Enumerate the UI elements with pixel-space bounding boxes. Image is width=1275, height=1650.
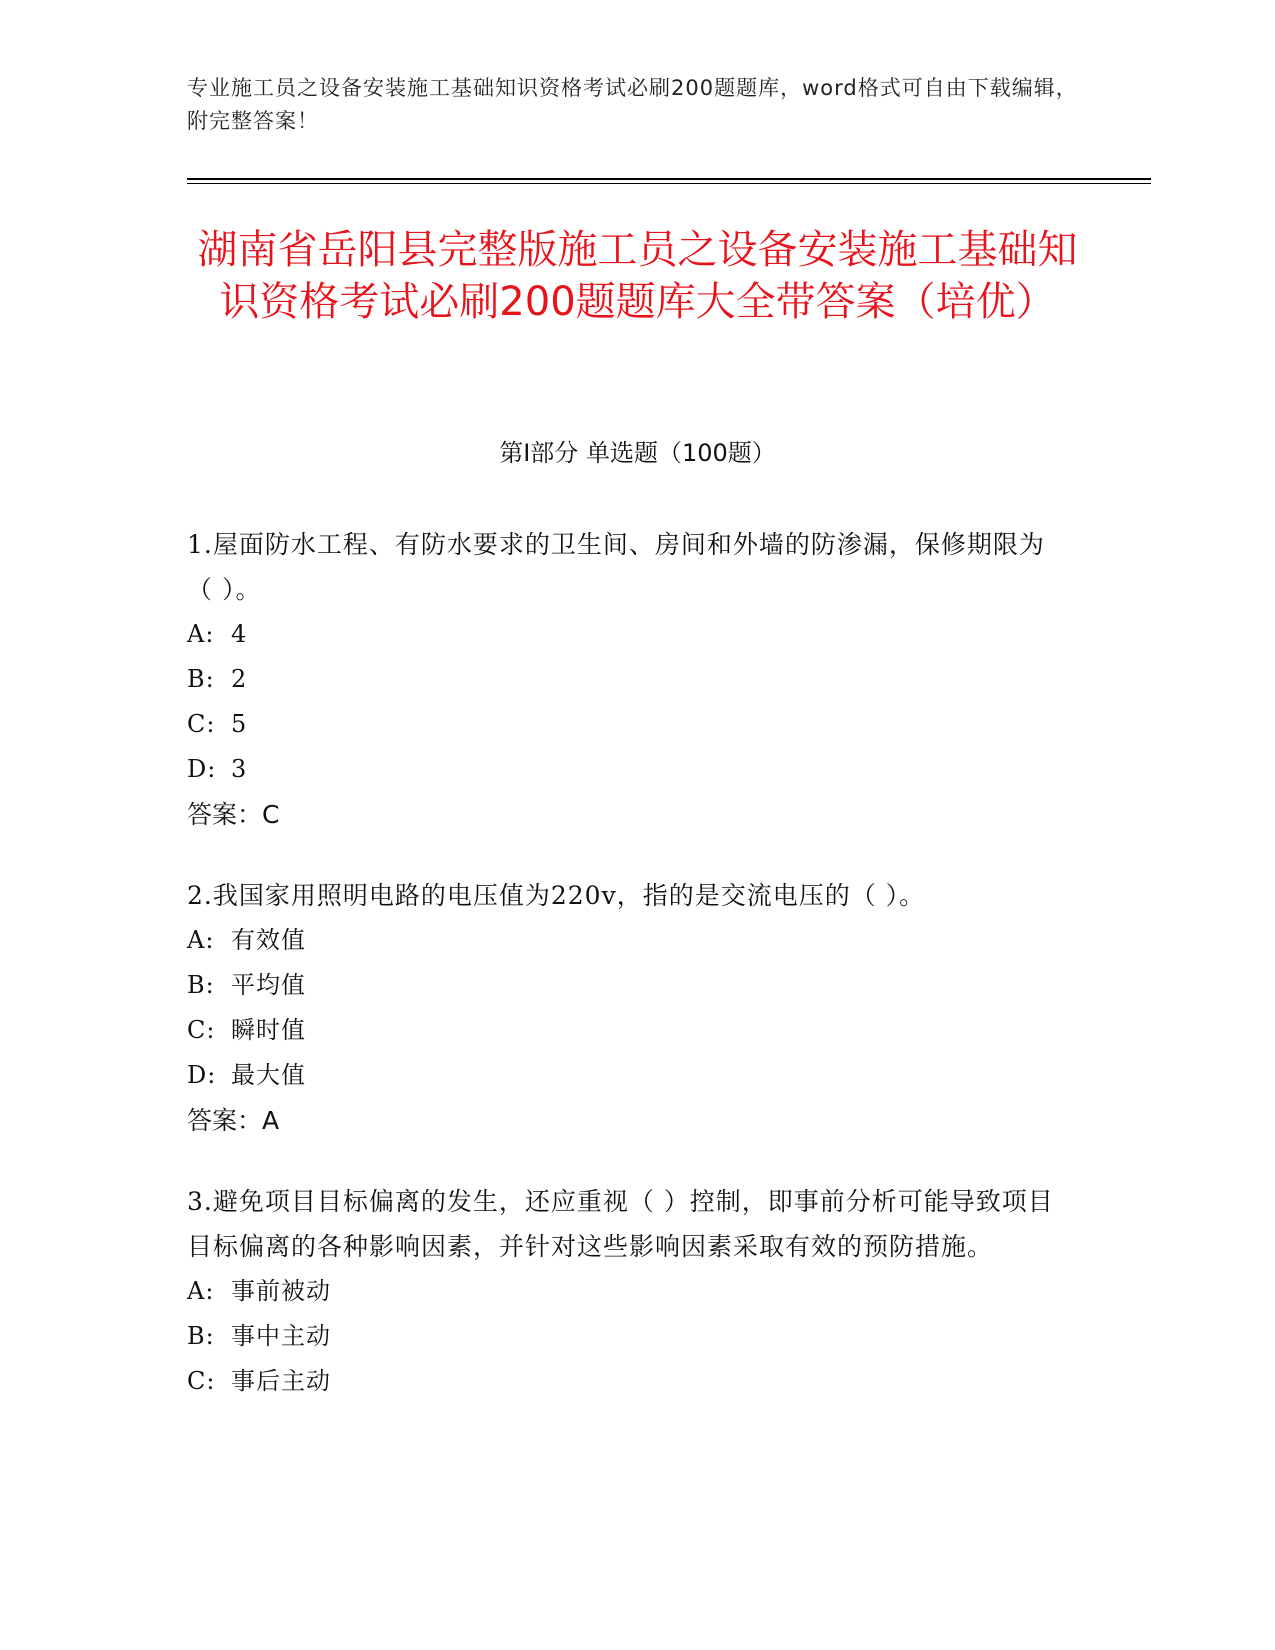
question-stem: 2.我国家用照明电路的电压值为220v，指的是交流电压的（ ）。 xyxy=(187,881,926,910)
answer-line: 答案：A xyxy=(187,1106,280,1135)
question-2 xyxy=(187,873,1067,1144)
option-key: B: xyxy=(187,665,215,693)
option-a xyxy=(187,918,1067,963)
option-a xyxy=(187,1269,1067,1314)
option-key: C: xyxy=(187,1367,216,1395)
option-key: D: xyxy=(187,755,217,783)
question-stem: 3.避免项目目标偏离的发生，还应重视（ ）控制，即事前分析可能导致项目目标偏离的各种影响因素，并针对这些影响因素采取有效的预防措施。 xyxy=(187,1187,1054,1261)
option-key: C: xyxy=(187,710,216,738)
document-title: 湖南省岳阳县完整版施工员之设备安装施工基础知识资格考试必刷200题题库大全带答案（培优） xyxy=(197,227,1078,325)
option-c xyxy=(187,1359,1067,1404)
answer-line: 答案：C xyxy=(187,800,280,829)
option-text: 最大值 xyxy=(231,1061,306,1089)
option-c xyxy=(187,1008,1067,1053)
question-1 xyxy=(187,522,1067,838)
option-text: 2 xyxy=(231,665,248,693)
option-text: 平均值 xyxy=(231,971,306,999)
option-d xyxy=(187,1053,1067,1098)
section-title: 第Ⅰ部分 单选题（100题） xyxy=(499,439,776,467)
option-text: 瞬时值 xyxy=(231,1016,306,1044)
option-key: A: xyxy=(187,620,215,648)
option-key: A: xyxy=(187,926,215,954)
question-list xyxy=(187,522,1067,1439)
option-text: 事后主动 xyxy=(231,1367,331,1395)
header-divider-thick xyxy=(187,178,1151,180)
option-c xyxy=(187,702,1067,747)
option-text: 事前被动 xyxy=(231,1277,331,1305)
question-3 xyxy=(187,1179,1067,1404)
option-b xyxy=(187,657,1067,702)
option-text: 有效值 xyxy=(231,926,306,954)
header-note: 专业施工员之设备安装施工基础知识资格考试必刷200题题库，word格式可自由下载编辑，附完整答案！ xyxy=(187,76,1078,133)
option-text: 3 xyxy=(231,755,248,783)
option-key: B: xyxy=(187,971,215,999)
option-text: 事中主动 xyxy=(231,1322,331,1350)
option-key: B: xyxy=(187,1322,215,1350)
option-key: D: xyxy=(187,1061,217,1089)
option-key: C: xyxy=(187,1016,216,1044)
option-a xyxy=(187,612,1067,657)
option-d xyxy=(187,747,1067,792)
option-b xyxy=(187,1314,1067,1359)
option-text: 5 xyxy=(231,710,248,738)
header-divider-thin xyxy=(187,183,1151,184)
question-stem: 1.屋面防水工程、有防水要求的卫生间、房间和外墙的防渗漏，保修期限为（ ）。 xyxy=(187,530,1045,604)
option-b xyxy=(187,963,1067,1008)
option-text: 4 xyxy=(231,620,248,648)
option-key: A: xyxy=(187,1277,215,1305)
